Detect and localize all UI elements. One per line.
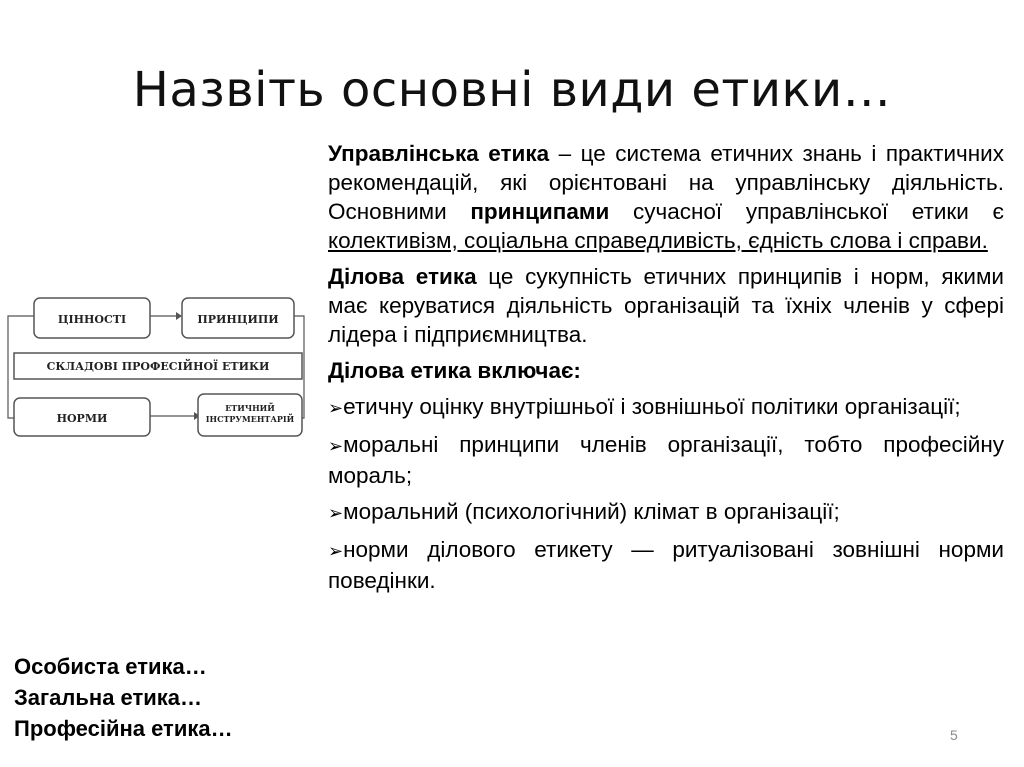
diagram-label-values: ЦІННОСТІ	[57, 313, 127, 326]
management-ethics-term: Управлінська етика	[328, 141, 550, 166]
bullet-arrow-icon: ➢	[328, 398, 344, 419]
diagram-label-norms: НОРМИ	[56, 412, 108, 425]
bullet-arrow-icon: ➢	[328, 503, 344, 524]
bullet-text: моральні принципи членів організації, тобто професійну мораль;	[328, 432, 1004, 488]
business-ethics-paragraph	[328, 262, 1004, 349]
ethics-components-diagram	[0, 288, 310, 448]
diagram-label-tools-1: ЕТИЧНИЙ	[225, 403, 275, 413]
principles-word: принципами	[470, 199, 610, 224]
bullet-item	[328, 497, 1004, 528]
bullet-arrow-icon: ➢	[328, 436, 344, 457]
bullet-item	[328, 535, 1004, 595]
ethics-types-list	[14, 651, 324, 744]
ethics-type-general: Загальна етика…	[14, 685, 203, 710]
ethics-type-personal: Особиста етика…	[14, 654, 207, 679]
diagram-label-center: СКЛАДОВІ ПРОФЕСІЙНОЇ ЕТИКИ	[46, 360, 270, 373]
principles-list: колективізм, соціальна справедливість, єдність слова і справи.	[328, 228, 988, 253]
business-ethics-text: це сукупність етичних принципів і норм, якими має керуватися діяльність організацій та їхніх членів у сфері лідера і підприємництва.	[328, 264, 1004, 347]
diagram-label-tools-2: ІНСТРУМЕНТАРІЙ	[205, 414, 295, 424]
includes-heading-text: Ділова етика включає:	[328, 358, 581, 383]
business-ethics-includes-heading	[328, 356, 1004, 385]
slide-title: Назвіть основні види етики…	[132, 62, 892, 118]
bullet-item	[328, 430, 1004, 490]
page-number: 5	[950, 727, 958, 743]
business-ethics-term: Ділова етика	[328, 264, 477, 289]
diagram-label-principles: ПРИНЦИПИ	[197, 313, 279, 326]
management-ethics-paragraph	[328, 139, 1004, 255]
management-ethics-text-a: – це система етичних знань і практичних рекомендацій, які орієнтовані на управлінську діяльність. Основними	[328, 141, 1004, 224]
bullet-item	[328, 392, 1004, 423]
management-ethics-text-b: сучасної управлінської етики є	[609, 199, 1004, 224]
bullet-text: норми ділового етикету — ритуалізовані зовнішні норми поведінки.	[328, 537, 1004, 593]
ethics-type-professional: Професійна етика…	[14, 716, 233, 741]
bullet-arrow-icon: ➢	[328, 541, 344, 562]
bullet-text: моральний (психологічний) клімат в організації;	[343, 499, 840, 524]
bullet-text: етичну оцінку внутрішньої і зовнішньої політики організації;	[343, 394, 961, 419]
diagram-arrowhead	[176, 312, 182, 320]
slide-content	[328, 139, 1004, 602]
